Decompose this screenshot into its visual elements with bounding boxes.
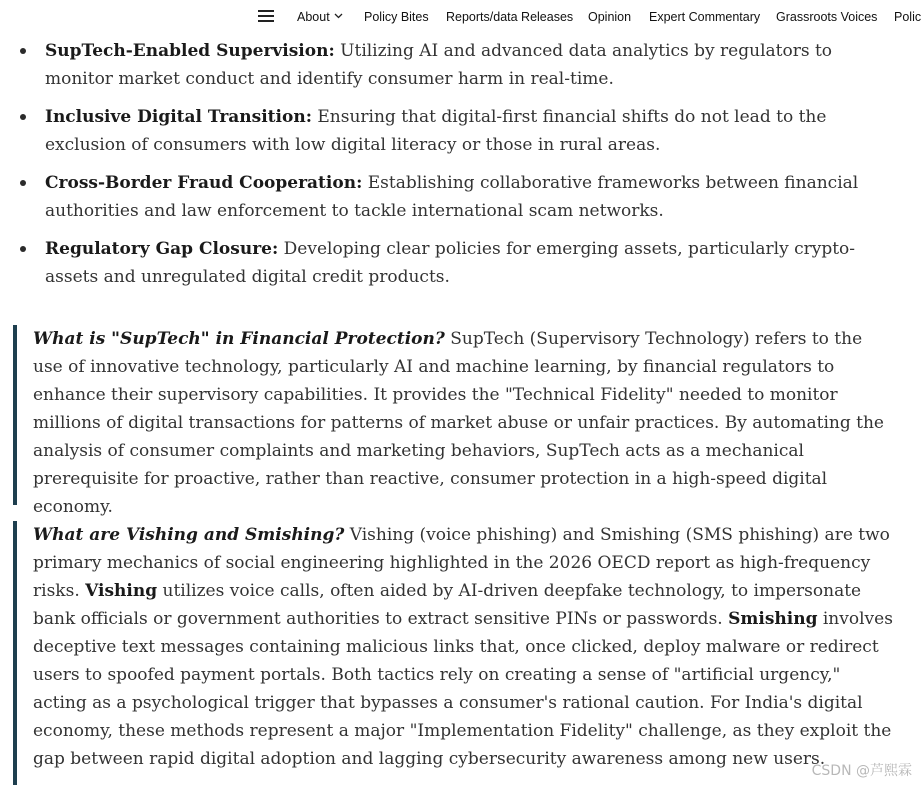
list-item <box>45 37 895 93</box>
list-item-text: Ensuring that digital-first financial shifts do not lead to the exclusion of consumers with low digital literacy or those in rural areas. <box>45 107 827 155</box>
list-item <box>45 103 895 159</box>
nav-item-about[interactable] <box>297 10 343 24</box>
nav-item-opinion[interactable]: Opinion <box>588 10 632 24</box>
callout-body-part2: utilizes voice calls, often aided by AI-driven deepfake technology, to impersonate bank officials or government authorities to extract sensitive PINs or passwords. <box>33 581 862 629</box>
bullet-icon <box>20 180 26 186</box>
callout-term-vishing: Vishing <box>85 581 158 601</box>
list-item-term: Inclusive Digital Transition: <box>45 107 312 127</box>
watermark: CSDN @芦熙霖 <box>811 763 912 779</box>
callout-body: SupTech (Supervisory Technology) refers to the use of innovative technology, particularly AI and machine learning, by financial regulators to enhance their supervisory capabilities. It provides the "Technical Fidelity" needed to monitor millions of digital transactions for patterns of market abuse or unfair practices. By automating the analysis of consumer complaints and marketing behaviors, SupTech acts as a mechanical prerequisite for proactive, rather than reactive, consumer protection in a high-speed digital economy. <box>33 329 884 517</box>
callout-question: What is "SupTech" in Financial Protection? <box>33 329 445 349</box>
callout-body-part3: involves deceptive text messages containing malicious links that, once clicked, deploy malware or redirect users to spoofed payment portals. Both tactics rely on creating a sense of "artificial urgency," acting as a psychological trigger that bypasses a consumer's rational caution. For India's digital economy, these methods represent a major "Implementation Fidelity" challenge, as they exploit the gap between rapid digital adoption and lagging cybersecurity awareness among new users. <box>33 609 893 769</box>
bullet-icon <box>20 48 26 54</box>
callout-vishing-smishing <box>13 521 893 785</box>
list-item <box>45 169 895 225</box>
bullet-icon <box>20 246 26 252</box>
nav-item-about-label: About <box>297 10 330 24</box>
top-navigation <box>0 0 921 34</box>
list-item-term: Cross-Border Fraud Cooperation: <box>45 173 363 193</box>
hamburger-icon[interactable] <box>258 9 274 23</box>
nav-item-grassroots-voices[interactable]: Grassroots Voices <box>776 10 878 24</box>
list-item-text: Developing clear policies for emerging assets, particularly crypto-assets and unregulated digital credit products. <box>45 239 856 287</box>
callout-suptech <box>13 325 893 517</box>
nav-item-policy-bites[interactable]: Policy Bites <box>364 10 429 24</box>
list-item <box>45 235 895 291</box>
list-item-text: Establishing collaborative frameworks between financial authorities and law enforcement to tackle international scam networks. <box>45 173 859 221</box>
callout-body-part1: Vishing (voice phishing) and Smishing (SMS phishing) are two primary mechanics of social engineering highlighted in the 2026 OECD report as high-frequency risks. <box>33 525 890 601</box>
list-item-term: SupTech-Enabled Supervision: <box>45 41 335 61</box>
callout-term-smishing: Smishing <box>728 609 818 629</box>
chevron-down-icon <box>334 13 343 19</box>
list-item-term: Regulatory Gap Closure: <box>45 239 279 259</box>
list-item-text: Utilizing AI and advanced data analytics by regulators to monitor market conduct and identify consumer harm in real-time. <box>45 41 833 89</box>
nav-item-policy-cut[interactable]: Polic <box>894 10 921 24</box>
bullet-icon <box>20 114 26 120</box>
callout-question: What are Vishing and Smishing? <box>33 525 345 545</box>
nav-item-expert-commentary[interactable]: Expert Commentary <box>649 10 761 24</box>
nav-item-reports-data-releases[interactable]: Reports/data Releases <box>446 10 574 24</box>
